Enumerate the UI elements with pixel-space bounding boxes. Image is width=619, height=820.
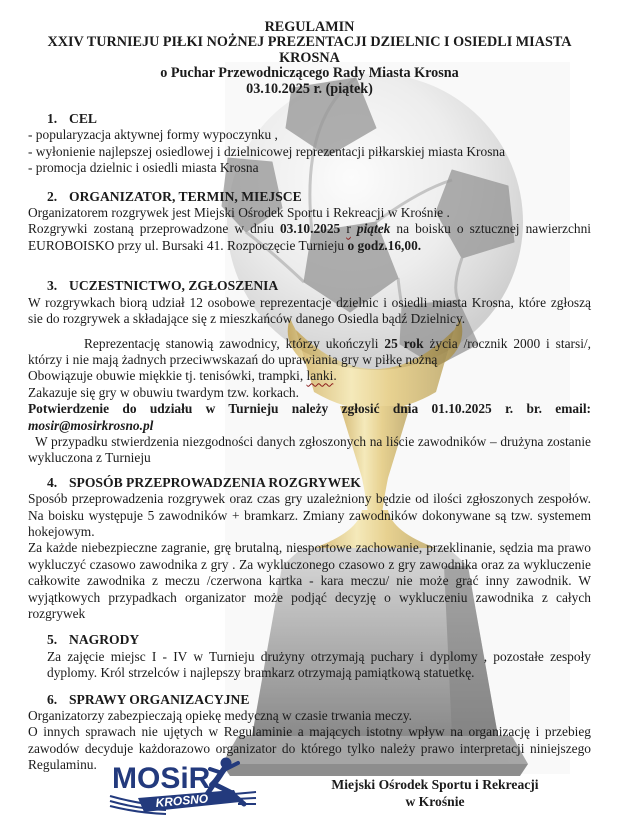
section-3-title: UCZESTNICTWO, ZGŁOSZENIA bbox=[69, 278, 279, 294]
logo-banner-text: KROSNO bbox=[155, 791, 209, 810]
document-footer bbox=[0, 754, 619, 820]
section-2-number: 2. bbox=[47, 188, 58, 204]
bold-age: 25 rok bbox=[384, 335, 424, 351]
section-3-paragraph: Zakazuje się gry w obuwiu twardym tzw. korkach. bbox=[28, 384, 299, 400]
organization-city: w Krośnie bbox=[405, 794, 465, 809]
section-3-heading bbox=[47, 278, 591, 294]
misspelled-word: r bbox=[346, 221, 351, 237]
misspelled-word: lanki bbox=[306, 368, 334, 384]
section-1-item: - promocja dzielnic i osiedli miasta Krosna bbox=[28, 160, 259, 176]
mosir-krosno-logo bbox=[108, 754, 258, 818]
title-cup: o Puchar Przewodniczącego Rady Miasta Krosna bbox=[160, 65, 459, 82]
email-address: mosir@mosirkrosno.pl bbox=[28, 417, 154, 433]
section-2-title: ORGANIZATOR, TERMIN, MIEJSCE bbox=[69, 188, 302, 204]
section-2-heading bbox=[47, 189, 591, 205]
section-1-title: CEL bbox=[69, 111, 97, 127]
section-5-title: NAGRODY bbox=[69, 632, 140, 648]
text-run: . bbox=[333, 368, 337, 384]
section-4-title: SPOSÓB PRZEPROWADZENIA ROZGRYWEK bbox=[69, 474, 361, 490]
bold-date: 03.10.2025 bbox=[279, 221, 347, 237]
text-run: Rozgrywki zostaną przeprowadzone w dniu bbox=[28, 221, 280, 237]
text-run: życia /rocznik 2000 i starsi/, którzy i nie mają żadnych przeciwwskazań do uprawiania gry w piłkę nożną bbox=[28, 335, 591, 367]
title-regulamin: REGULAMIN bbox=[264, 19, 355, 35]
text-run: na boisku o sztucznej nawierzchni EUROBOISKO przy ul. Bursaki 41. Rozpoczęcie Turnieju bbox=[28, 221, 592, 253]
section-1-item: - popularyzacja aktywnej formy wypoczynku , bbox=[28, 127, 278, 143]
organization-signature bbox=[300, 776, 570, 810]
document-header bbox=[28, 20, 591, 97]
bold-italic-day: piątek bbox=[350, 221, 391, 237]
section-4-heading bbox=[47, 475, 591, 491]
section-5-number: 5. bbox=[47, 632, 58, 648]
text-run: Reprezentację stanowią zawodnicy, którzy ukończyli bbox=[84, 335, 385, 351]
title-tournament: XXIV TURNIEJU PIŁKI NOŻNEJ PREZENTACJI DZIELNIC I OSIEDLI MIASTA KROSNA bbox=[47, 34, 572, 66]
section-3-paragraph bbox=[28, 368, 591, 384]
section-1-heading bbox=[47, 111, 591, 127]
section-5-paragraph: Za zajęcie miejsc I - IV w Turnieju drużyny otrzymają puchary i dyplomy , pozostałe zespoły dyplomy. Król strzelców i najlepszy bramkarz otrzymają pamiątkową statuetkę. bbox=[47, 648, 591, 681]
section-1-item: - wyłonienie najlepszej osiedlowej i dzielnicowej reprezentacji piłkarskiej miasta Krosna bbox=[28, 143, 506, 159]
section-5-heading bbox=[47, 632, 591, 648]
organization-name: Miejski Ośrodek Sportu i Rekreacji bbox=[331, 777, 539, 792]
logo-wordmark: MOSiR bbox=[112, 762, 211, 795]
section-4-paragraph: Za każde niebezpieczne zagranie, grę brutalną, niesportowe zachowanie, przeklinanie, sędzia ma prawo wykluczyć czasowo zawodnika z gry . Za wykluczonego czasowo z gry zawodnika oraz za wykluczenie całkowite zawodnika z meczu /czerwona kartka - kara meczu/ nie może grać inny zawodnik. W wyjątkowych przypadkach organizator może podjąć decyzję o wykluczeniu zawodnika z całych rozgrywek bbox=[28, 540, 591, 621]
section-2-paragraph: Organizatorem rozgrywek jest Miejski Ośrodek Sportu i Rekreacji w Krośnie . bbox=[28, 205, 450, 221]
section-3-paragraph: W rozgrywkach biorą udział 12 osobowe reprezentacje dzielnic i osiedli miasta Krosna, które zgłoszą sie do rozgrywek a składające się z mieszkańców danego Osiedla bądź Dzielnicy. bbox=[28, 294, 591, 327]
section-6-title: SPRAWY ORGANIZACYJNE bbox=[69, 691, 250, 707]
section-1-number: 1. bbox=[47, 111, 58, 127]
bold-time: o godz.16,00. bbox=[347, 237, 422, 253]
section-4-number: 4. bbox=[47, 474, 58, 490]
section-6-paragraph: O innych sprawach nie ujętych w Regulaminie a mających istotny wpływ na organizację i przebieg zawodów decyduje każdorazowo organizator do którego tylko należy prawo interpretacji niniejszego Regulaminu. bbox=[28, 724, 591, 773]
section-3-paragraph: W przypadku stwierdzenia niezgodności danych zgłoszonych na liście zawodników – drużyna zostanie wykluczona z Turnieju bbox=[28, 433, 591, 466]
section-6-number: 6. bbox=[47, 691, 58, 707]
section-3-paragraph bbox=[28, 336, 591, 369]
title-date: 03.10.2025 r. (piątek) bbox=[246, 80, 373, 97]
section-6-heading bbox=[47, 692, 591, 708]
section-6-paragraph: Organizatorzy zabezpieczają opiekę medyczną w czasie trwania meczy. bbox=[28, 708, 413, 724]
text-run: Obowiązuje obuwie miękkie tj. tenisówki, trampki, bbox=[28, 368, 307, 384]
section-2-paragraph bbox=[28, 221, 591, 254]
section-4-paragraph: Sposób przeprowadzenia rozgrywek oraz czas gry uzależniony będzie od ilości zgłoszonych zespołów. Na boisku występuje 5 zawodników + bramkarz. Zmiany zawodników dokonywane są tzw. systemem hokejowym. bbox=[28, 491, 591, 539]
section-3-confirmation-line: Potwierdzenie do udziału w Turnieju należy zgłosić dnia 01.10.2025 r. br. email: bbox=[28, 401, 591, 417]
section-3-number: 3. bbox=[47, 278, 58, 294]
